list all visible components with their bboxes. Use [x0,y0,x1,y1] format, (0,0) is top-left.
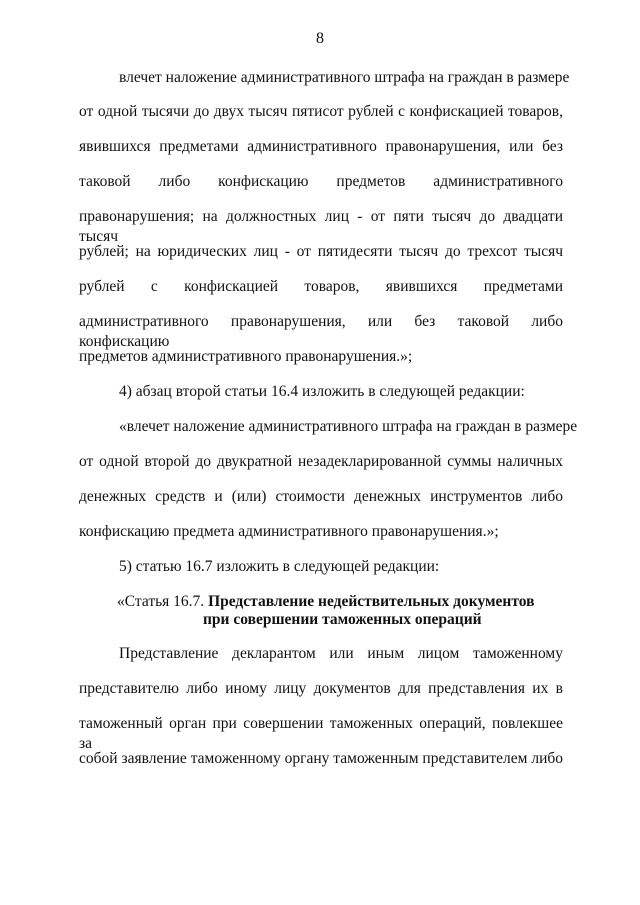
text-line: влечет наложение административного штрафа на граждан в размере [119,69,570,86]
text-line: собой заявление таможенному органу таможенным представителем либо [79,750,563,767]
text-line: явившихся предметами административного правонарушения, или без [79,138,563,155]
article-title-line2: при совершении таможенных операций [203,611,482,628]
text-line: «влечет наложение административного штрафа на граждан в размере [119,418,578,435]
text-line: конфискацию предмета административного правонарушения.»; [79,523,499,540]
text-line: таможенный орган при совершении таможенных операций, повлекшее за [79,715,563,752]
text-line: предметов административного правонарушения.»; [79,348,413,365]
text-line: рублей с конфискацией товаров, явившихся предметами [79,278,563,295]
text-line: рублей; на юридических лиц - от пятидесяти тысяч до трехсот тысяч [79,243,563,260]
text-line: от одной тысячи до двух тысяч пятисот рублей с конфискацией товаров, [79,103,563,120]
text-line: таковой либо конфискацию предметов административного [79,173,563,190]
text-line: представителю либо иному лицу документов для представления их в [79,680,563,697]
article-title-line1: Представление недействительных документов [208,593,535,610]
text-line: административного правонарушения, или без таковой либо конфискацию [79,313,563,350]
page-number: 8 [316,30,324,47]
text-line: правонарушения; на должностных лиц - от пяти тысяч до двадцати тысяч [79,208,563,245]
text-line: Представление декларантом или иным лицом таможенному [119,645,563,662]
article-heading [117,592,535,612]
text-line: от одной второй до двукратной незадекларированной суммы наличных [79,453,563,470]
text-line: 5) статью 16.7 изложить в следующей редакции: [119,558,440,575]
article-number: «Статья 16.7. [117,593,205,610]
text-line: денежных средств и (или) стоимости денежных инструментов либо [79,488,563,505]
text-line: 4) абзац второй статьи 16.4 изложить в следующей редакции: [119,383,525,400]
